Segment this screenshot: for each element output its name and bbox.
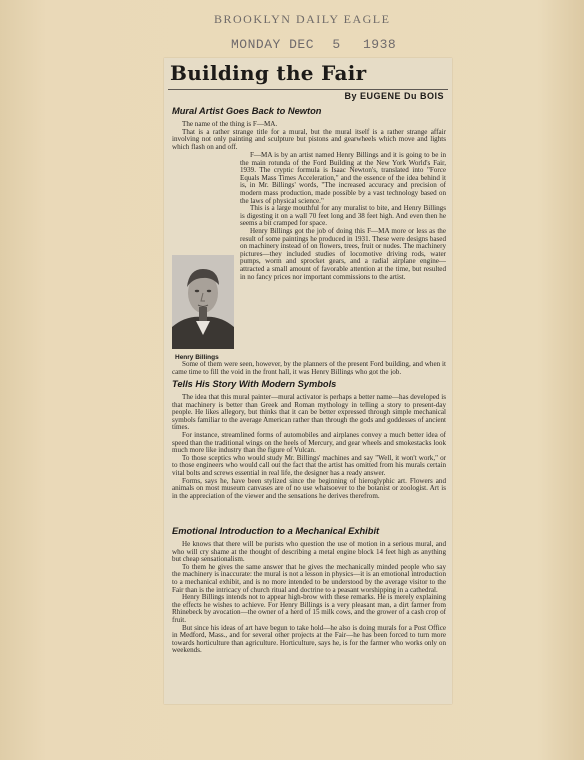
section-heading-1: Mural Artist Goes Back to Newton: [172, 106, 322, 116]
newspaper-name-stamp: BROOKLYN DAILY EAGLE: [214, 12, 391, 26]
paragraph: To them he gives the same answer that he gives the mechanically minded people who say the machinery is inaccurate: the mural is not a lesson in physics—it is an emotional introduction to a mechanical exhibit, and is no more intended to be understood by the average visitor to the Fair than is the intricacy of church ritual and doctrine to a peasant worshipping in a cathedral.: [172, 562, 446, 594]
paragraph: Forms, says he, have been stylized since the beginning of hieroglyphic art. Flowers and animals on most museum canvases are of no use whatsoever to the botanist or zoologist. Art is in the appreciation of the viewer and the sensations he derives therefrom.: [172, 476, 446, 500]
paragraph: The idea that this mural painter—mural activator is perhaps a better name—has developed is that machinery is better than Greek and Roman mythology in telling a story to present-day people. He likes allegory, but thinks that it can be better expressed through simple mechanical symbols familiar to the average American rather than through the gods and goddesses of ancient times.: [172, 394, 446, 432]
paragraph: Some of them were seen, however, by the planners of the present Ford building, and when it came time to fill the void in the front hall, it was Henry Billings who got the job.: [172, 361, 446, 375]
date-stamp-date: 5: [332, 37, 341, 52]
photo-caption: Henry Billings: [175, 354, 219, 361]
paragraph: To those sceptics who would study Mr. Billings' machines and say "Well, it won't work," or to those engineers who would call out the fact that the artist has omitted from his murals certain vital bolts and screws essential in real life, the designer has a ready answer.: [172, 453, 446, 477]
portrait-photo: [172, 255, 234, 349]
title-rule: [168, 89, 448, 90]
section-heading-3: Emotional Introduction to a Mechanical Exhibit: [172, 526, 380, 536]
paragraph: That is a rather strange title for a mural, but the mural itself is a rather strange affair involving not only painting and sculpture but pistons and gearwheels which move and lights which flash on and off.: [172, 127, 446, 151]
newspaper-clipping: [164, 58, 452, 704]
date-stamp-day: MONDAY: [231, 37, 281, 52]
date-stamp-month: DEC: [289, 37, 315, 52]
paragraph: For instance, streamlined forms of automobiles and airplanes convey a much better idea of speed than the traditional wings on the heels of Mercury, and gear wheels and smokestacks look much more like industry than the figure of Vulcan.: [172, 430, 446, 455]
section-1-text-end: [172, 361, 446, 375]
paragraph: Henry Billings intends not to appear high-brow with these remarks. He is merely explaining the effects he wishes to achieve. For Henry Billings is a very pleasant man, a dirt farmer from Rhinebeck by avocation—the owner of a herd of 15 milk cows, and the grower of a cash crop of fruit.: [172, 593, 446, 624]
section-1-text-column: [240, 152, 446, 352]
section-heading-2: Tells His Story With Modern Symbols: [172, 379, 337, 389]
paragraph: Henry Billings got the job of doing this F—MA more or less as the result of some paintings he produced in 1931. These were designs based on machinery instead of on flowers, trees, fruit or nudes. The machinery pictures—they included studies of locomotive driving rods, water pumps, worm and sprocket gears, and a radial airplane engine—attracted a small amount of favorable attention at the time, but resulted in no fancy prices nor important commissions to the artist.: [240, 226, 446, 281]
date-stamp-year: 1938: [362, 37, 397, 52]
section-2-text: [172, 394, 446, 522]
article-byline: By EUGENE Du BOIS: [344, 91, 444, 101]
paragraph: But since his ideas of art have begun to take hold—he also is doing murals for a Post Office in Medford, Mass., and for several other projects at the Fair—he has been forced to turn more towards horticulture than agriculture. Horticulture, says he, is for the farmer who works only on weekends.: [172, 623, 446, 655]
paragraph: This is a large mouthful for any muralist to bite, and Henry Billings is digesting it on a wall 70 feet long and 38 feet high. And even then he seems a bit cramped for space.: [240, 204, 446, 228]
portrait-image: [172, 255, 234, 349]
paragraph: F—MA is by an artist named Henry Billings and it is going to be in the main rotunda of the Ford Building at the New York World's Fair, 1939. The cryptic formula is Isaac Newton's, translated into "Force Equals Mass Times Acceleration," and the essence of the idea behind it is, in Mr. Billings' words, "The increased accuracy and precision of modern mass production, made possible by a vast technology based on the laws of physical science.": [240, 152, 446, 205]
article-title: Building the Fair: [170, 61, 367, 85]
paragraph: He knows that there will be purists who question the use of motion in a serious mural, and who will cry shame at the thought of describing a metal engine block 14 feet high as anything but cheap sensationalism.: [172, 541, 446, 564]
paragraph: The name of the thing is F—MA.: [182, 121, 278, 128]
date-stamp: [231, 37, 396, 52]
section-3-text: [172, 541, 446, 701]
